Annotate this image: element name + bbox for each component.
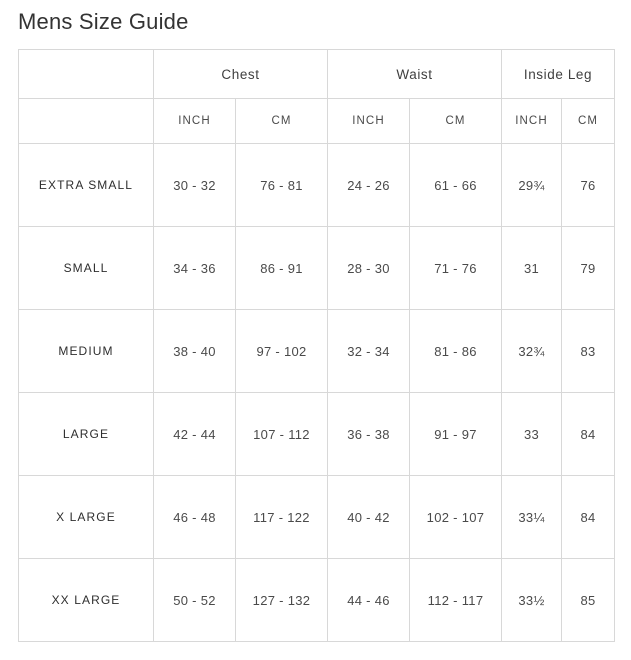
cell-chest-cm: 76 - 81 [236,144,328,227]
cell-chest-inch: 30 - 32 [154,144,236,227]
header-unit-blank [19,99,154,144]
cell-waist-cm: 71 - 76 [410,227,502,310]
page-title: Mens Size Guide [18,9,189,34]
row-label-xx-large: XX LARGE [19,559,154,642]
table-row [19,227,615,310]
cell-leg-inch: 33 [502,393,562,476]
header-unit-leg-cm: CM [562,99,615,144]
row-label-medium: MEDIUM [19,310,154,393]
header-unit-chest-cm: CM [236,99,328,144]
cell-waist-cm: 112 - 117 [410,559,502,642]
cell-leg-inch: 31 [502,227,562,310]
table-row [19,476,615,559]
cell-waist-cm: 102 - 107 [410,476,502,559]
table-body [19,144,615,642]
table-header [19,50,615,144]
cell-leg-inch: 29¾ [502,144,562,227]
cell-chest-inch: 46 - 48 [154,476,236,559]
table-row [19,310,615,393]
cell-leg-cm: 83 [562,310,615,393]
row-label-x-large: X LARGE [19,476,154,559]
header-group-inside-leg: Inside Leg [502,50,615,99]
cell-leg-cm: 79 [562,227,615,310]
cell-leg-cm: 84 [562,476,615,559]
header-unit-waist-inch: INCH [328,99,410,144]
cell-chest-cm: 107 - 112 [236,393,328,476]
cell-chest-inch: 50 - 52 [154,559,236,642]
cell-waist-inch: 24 - 26 [328,144,410,227]
table-row [19,559,615,642]
table-row [19,393,615,476]
cell-leg-inch: 33¼ [502,476,562,559]
table-row [19,144,615,227]
cell-chest-cm: 97 - 102 [236,310,328,393]
row-label-large: LARGE [19,393,154,476]
header-row-units [19,99,615,144]
cell-leg-cm: 84 [562,393,615,476]
cell-leg-cm: 76 [562,144,615,227]
cell-waist-inch: 40 - 42 [328,476,410,559]
header-group-waist: Waist [328,50,502,99]
header-corner-cell [19,50,154,99]
header-group-chest: Chest [154,50,328,99]
cell-waist-inch: 32 - 34 [328,310,410,393]
cell-leg-cm: 85 [562,559,615,642]
cell-chest-cm: 117 - 122 [236,476,328,559]
cell-waist-cm: 81 - 86 [410,310,502,393]
size-guide-table [18,49,615,642]
row-label-small: SMALL [19,227,154,310]
cell-leg-inch: 33½ [502,559,562,642]
row-label-extra-small: EXTRA SMALL [19,144,154,227]
cell-leg-inch: 32¾ [502,310,562,393]
cell-waist-inch: 44 - 46 [328,559,410,642]
cell-chest-inch: 38 - 40 [154,310,236,393]
size-guide-page [0,9,631,660]
cell-waist-inch: 36 - 38 [328,393,410,476]
header-unit-chest-inch: INCH [154,99,236,144]
cell-chest-inch: 34 - 36 [154,227,236,310]
header-unit-waist-cm: CM [410,99,502,144]
cell-waist-inch: 28 - 30 [328,227,410,310]
cell-chest-inch: 42 - 44 [154,393,236,476]
header-unit-leg-inch: INCH [502,99,562,144]
cell-waist-cm: 91 - 97 [410,393,502,476]
cell-chest-cm: 127 - 132 [236,559,328,642]
cell-chest-cm: 86 - 91 [236,227,328,310]
header-row-groups [19,50,615,99]
cell-waist-cm: 61 - 66 [410,144,502,227]
